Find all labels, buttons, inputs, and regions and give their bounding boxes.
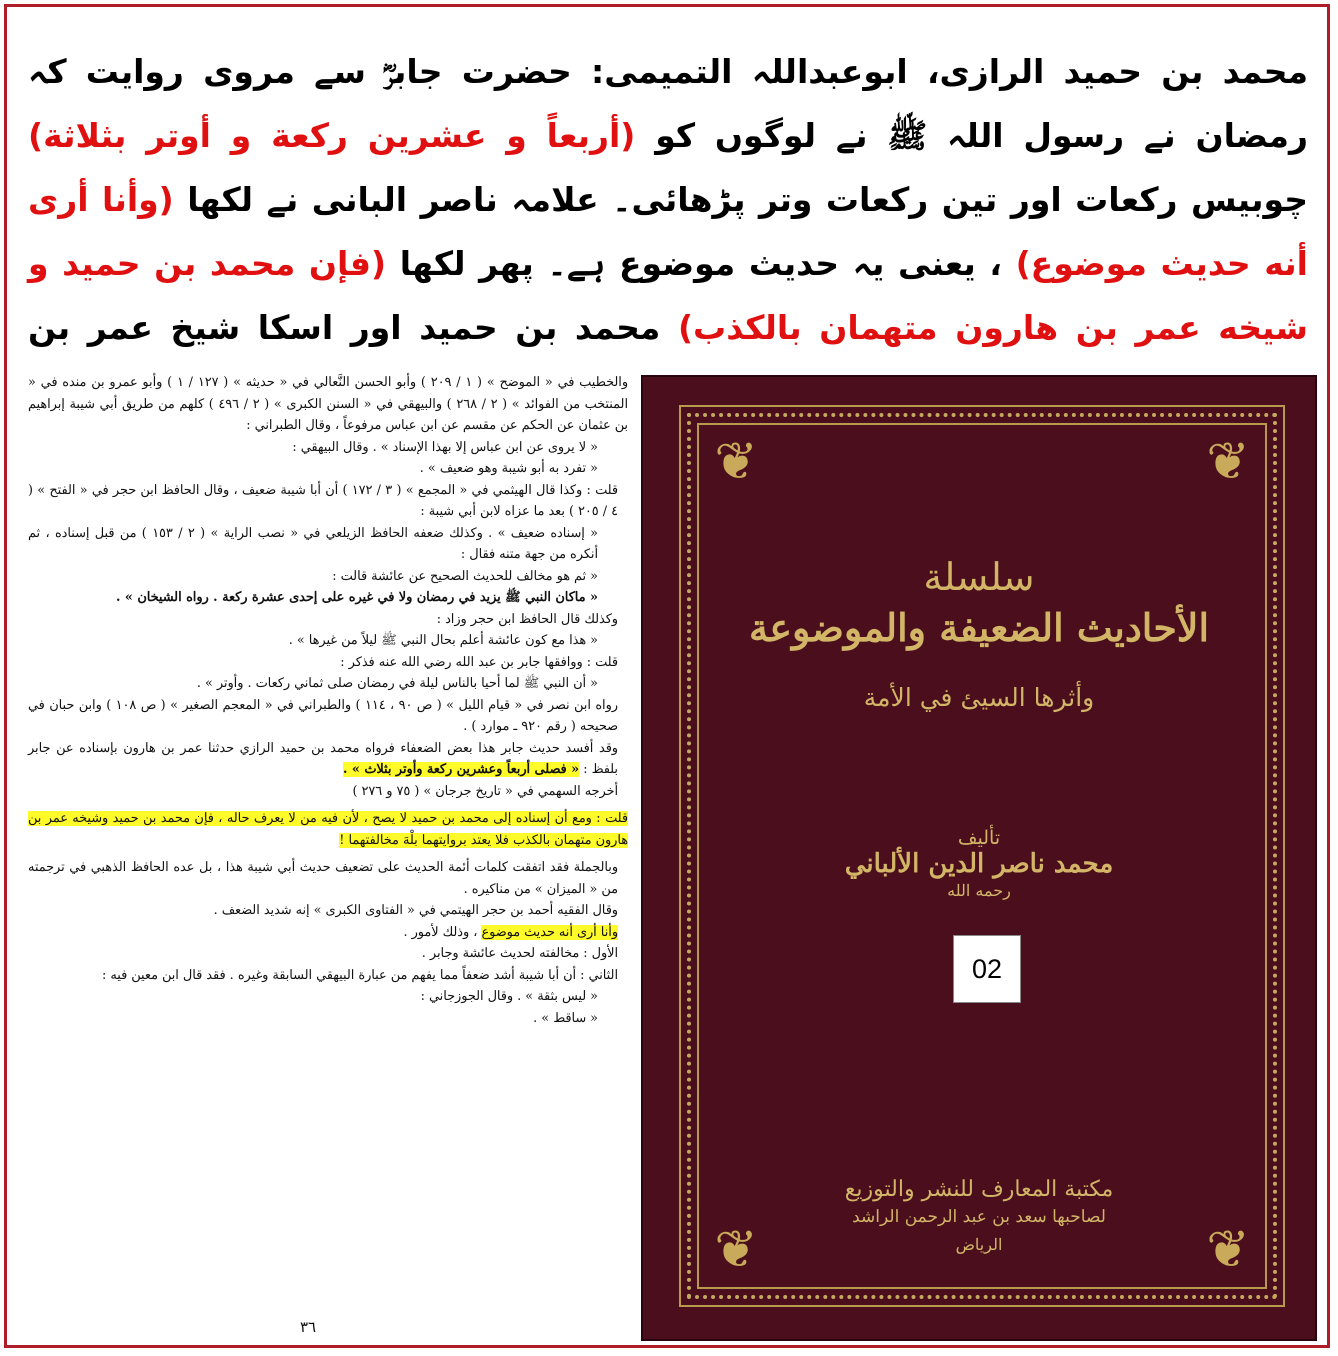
publisher-owner: لصاحبها سعد بن عبد الرحمن الراشد: [852, 1207, 1106, 1227]
urdu-text: محمد بن حمید الرازی، ابوعبداللہ التمیمی: حضرت جابرؓ سے مروی روایت کہ رمضان نے رسول اللہ ﷺ نے لوگوں کو: [28, 52, 1308, 155]
volume-label: 02: [953, 935, 1021, 1003]
scan-line: « إسناده ضعيف » . وكذلك ضعفه الحافظ الزيلعي في « نصب الراية » ( ٢ / ١٥٣ ) من قبل إسناده ، ثم أنكره من جهة متنه فقال :: [28, 525, 598, 562]
scan-line: « تفرد به أبو شيبة وهو ضعيف » .: [419, 461, 598, 476]
urdu-text: چوبیس رکعات اور تین رکعات وتر پڑھائی۔ علامہ ناصر البانی نے لکھا: [187, 180, 1309, 219]
scan-line: [28, 738, 628, 781]
scan-text: ، وذلك لأمور .: [403, 924, 478, 940]
scan-line: والخطيب في « الموضح » ( ١ / ٢٠٩ ) وأبو الحسن النَّعالي في « حديثه » ( ١٢٧ / ١ ) وأبو عمرو بن منده في « المنتخب من الفوائد » ( ٢ / ٢٦٨ ) والبيهقي في « السنن الكبرى » ( ٢ / ٤٩٦ ) كلهم من طريق أبي شيبة إبراهيم بن عثمان عن الحكم عن مقسم عن ابن عباس مرفوعاً ، وقال الطبراني :: [28, 375, 629, 433]
author-label: تأليف: [957, 827, 1001, 849]
scan-line: « ليس بثقة » . وقال الجوزجاني :: [420, 989, 598, 1004]
scan-line: [28, 808, 628, 851]
corner-ornament-icon: ❦: [1206, 432, 1250, 492]
scan-line: الأول : مخالفته لحديث عائشة وجابر .: [421, 946, 618, 961]
page-number: ٣٦: [300, 1318, 317, 1336]
publisher-name: مكتبة المعارف للنشر والتوزيع: [844, 1177, 1114, 1202]
highlighted-text: « فصلى أربعاً وعشرين ركعة وأوتر بثلاث » .: [342, 762, 580, 777]
scan-line: وبالجملة فقد اتفقت كلمات أئمة الحديث على تضعيف حديث أبي شيبة هذا ، بل عده الحافظ الذهبي في ترجمته من « الميزان » من مناكيره .: [28, 860, 618, 897]
scan-line: أخرجه السهمي في « تاريخ جرجان » ( ٧٥ و ٢٧٦ ): [352, 783, 618, 799]
scan-line: رواه ابن نصر في « قيام الليل » ( ص ٩٠ ، ١١٤ ) والطبراني في « المعجم الصغير » ( ص ١٠٨ ) وابن حبان في صحيحه ( رقم ٩٢٠ ـ موارد ) .: [28, 697, 618, 734]
scan-line: الثاني : أن أبا شيبة أشد ضعفاً مما يفهم من عبارة البيهقي السابقة وغيره . فقد قال ابن معين فيه :: [102, 967, 618, 983]
scan-line: « هذا مع كون عائشة أعلم بحال النبي ﷺ ليلاً من غيرها » .: [288, 633, 598, 648]
scan-line: وكذلك قال الحافظ ابن حجر وزاد :: [436, 611, 618, 627]
corner-ornament-icon: ❦: [714, 432, 758, 492]
cover-title-line2: الأحاديث الضعيفة والموضوعة: [748, 605, 1210, 650]
scan-line: قلت : ووافقها جابر بن عبد الله رضي الله عنه فذكر :: [340, 654, 618, 670]
urdu-header-paragraph: [28, 40, 1308, 424]
cover-title-line3: وأثرها السيئ في الأمة: [863, 683, 1095, 712]
highlighted-text: قلت : ومع أن إسناده إلى محمد بن حميد لا يصح ، لأن فيه من لا يعرف حاله ، فإن محمد بن حميد وشيخه عمر بن هارون متهمان بالكذب فلا يعتد بروايتهما بلْهَ مخالفتهما !: [28, 811, 628, 848]
scan-text: وقد أفسد حديث جابر هذا بعض الضعفاء فرواه محمد بن حميد الرازي حدثنا عمر بن هارون بإسناده عن جابر بلفظ :: [28, 740, 618, 777]
corner-ornament-icon: ❦: [1206, 1220, 1250, 1280]
scan-line: « أن النبي ﷺ لما أحيا بالناس ليلة في رمضان صلى ثماني ركعات . وأوتر » .: [196, 676, 598, 691]
publisher-city: الرياض: [955, 1235, 1003, 1254]
scan-line: « ثم هو مخالف للحديث الصحيح عن عائشة قالت :: [332, 568, 598, 584]
scanned-book-page: [28, 372, 628, 1352]
scan-line: « ساقط » .: [533, 1010, 598, 1026]
scan-line: « ماكان النبي ﷺ يزيد في رمضان ولا في غيره على إحدى عشرة ركعة . رواه الشيخان » .: [115, 590, 598, 605]
urdu-text: محمد بن حمید اور اسکا شیخ عمر بن: [28, 308, 661, 347]
scan-line: قلت : وكذا قال الهيثمي في « المجمع » ( ٣ / ١٧٢ ) أن أبا شيبة ضعيف ، وقال الحافظ ابن حجر في « الفتح » ( ٤ / ٢٠٥ ) بعد ما عزاه لابن أبي شيبة :: [28, 482, 618, 519]
cover-title-line1: سلسلة: [923, 555, 1035, 599]
scan-line: « لا يروى عن ابن عباس إلا بهذا الإسناد » . وقال البيهقي :: [292, 439, 598, 455]
urdu-text: ، یعنی یہ حدیث موضوع ہے۔ پھر لکھا: [399, 244, 1002, 283]
author-suffix: رحمه الله: [947, 881, 1011, 900]
corner-ornament-icon: ❦: [714, 1220, 758, 1280]
highlighted-text: وأنا أرى أنه حديث موضوع: [481, 924, 618, 940]
scan-line: [28, 922, 628, 944]
scan-line: وقال الفقيه أحمد بن حجر الهيتمي في « الفتاوى الكبرى » إنه شديد الضعف .: [213, 903, 618, 918]
book-cover: [641, 375, 1317, 1341]
arabic-quote: (أربعاً و عشرين ركعة و أوتر بثلاثة): [28, 116, 636, 155]
arabic-quote: (وأنا أرى أنه حديث موضوع): [28, 180, 1308, 283]
arabic-quote: (فإن محمد بن حميد و شيخه عمر بن هارون متهمان بالكذب): [28, 244, 1308, 347]
author-name: محمد ناصر الدين الألباني: [844, 849, 1114, 879]
